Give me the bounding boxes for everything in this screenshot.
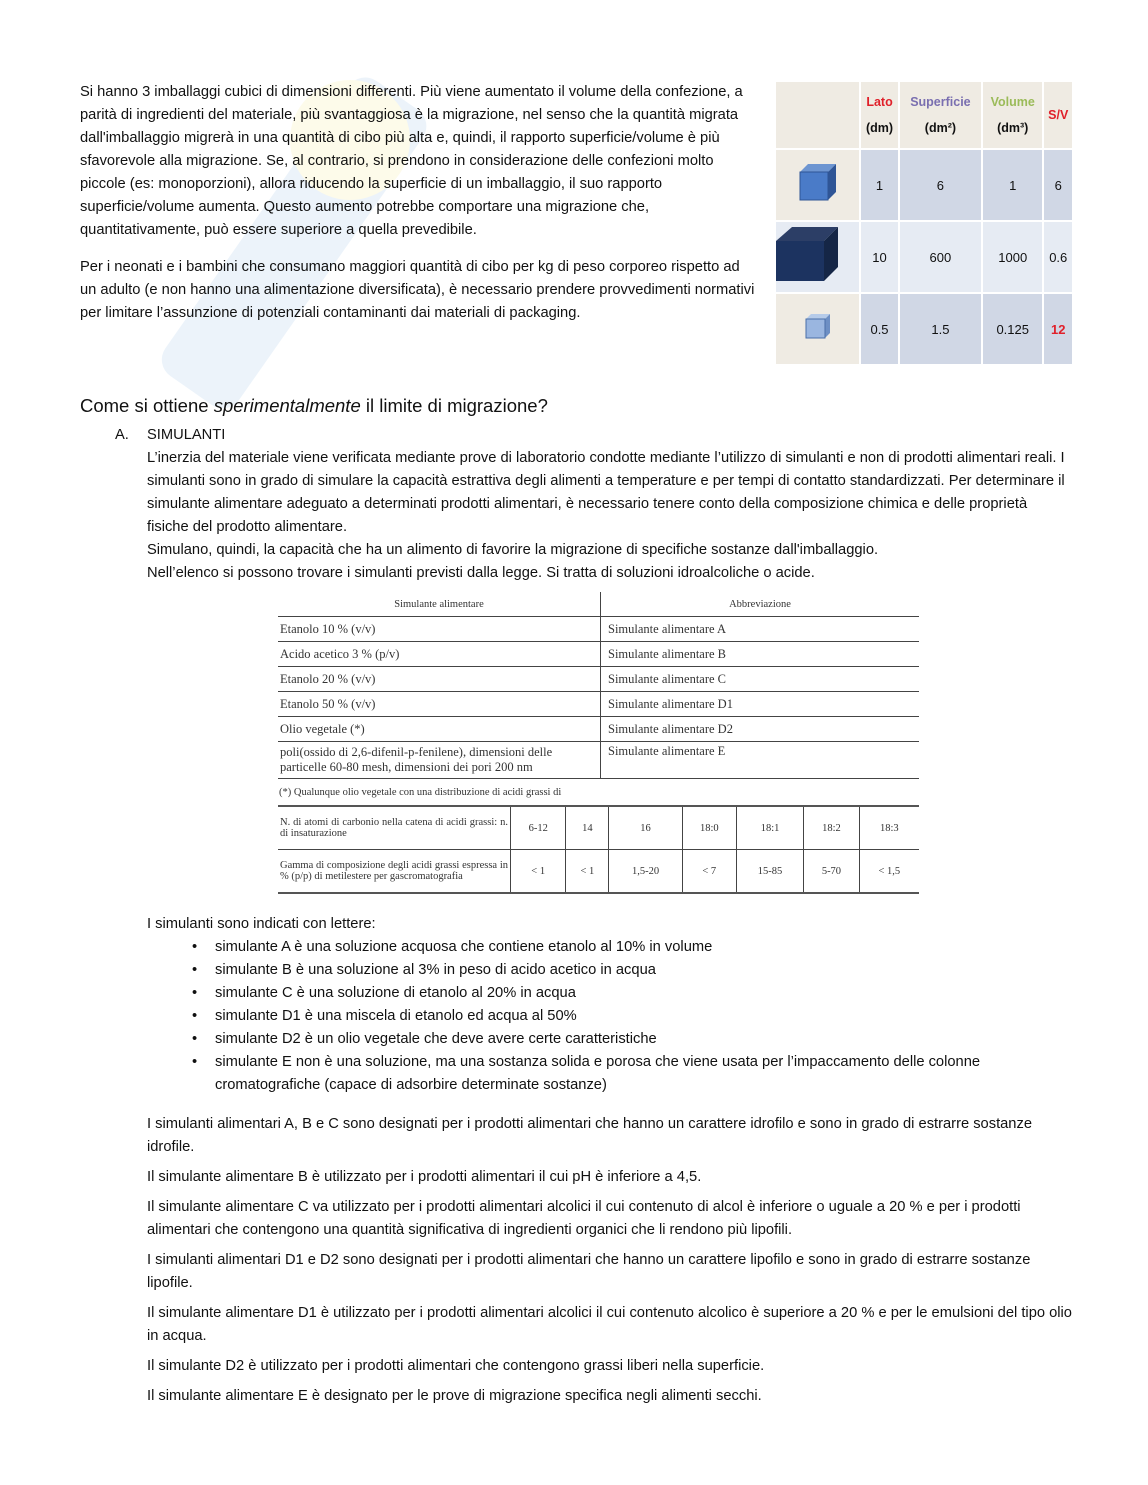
paragraph: Simulano, quindi, la capacità che ha un alimento di favorire la migrazione di specifiche sostanze dall'imballaggio. — [147, 542, 879, 558]
list-item: • simulante D1 è una miscela di etanolo ed acqua al 50% — [192, 1005, 1072, 1028]
rule-paragraph: I simulanti alimentari A, B e C sono designati per i prodotti alimentari che hanno un carattere idrofilo e sono in grado di estrarre sostanze idrofile. — [147, 1116, 1032, 1155]
rule-paragraph: Il simulante D2 è utilizzato per i prodotti alimentari che contengono grassi liberi nella superficie. — [147, 1358, 765, 1374]
cell: 18:1 — [736, 806, 803, 850]
table-row — [278, 642, 919, 667]
table-row — [278, 692, 919, 717]
cell: 6 — [899, 149, 982, 221]
medium-cube-icon — [775, 149, 860, 221]
bullet-icon: • — [192, 1031, 198, 1047]
bullet-icon: • — [192, 1054, 198, 1070]
cell: Etanolo 50 % (v/v) — [278, 692, 601, 717]
cell: Simulante alimentare B — [601, 642, 920, 667]
cell: 600 — [899, 221, 982, 293]
table-row — [278, 667, 919, 692]
paragraph: Nell’elenco si possono trovare i simulanti previsti dalla legge. Si tratta di soluzioni idroalcoliche o acide. — [147, 565, 815, 581]
cell: Simulante alimentare D1 — [601, 692, 920, 717]
rule-paragraph: Il simulante alimentare D1 è utilizzato per i prodotti alimentari alcolici il cui contenuto alcolico è superiore a 20 % e per le emulsioni del tipo olio in acqua. — [147, 1305, 1072, 1344]
cell: 14 — [566, 806, 609, 850]
list-item: • simulante D2 è un olio vegetale che deve avere certe caratteristiche — [192, 1028, 1072, 1051]
header-lato: Lato (dm) — [860, 81, 899, 149]
highlighted-cell: 12 — [1043, 293, 1073, 365]
table-note: (*) Qualunque olio vegetale con una distribuzione di acidi grassi di — [279, 787, 562, 798]
table-row — [278, 617, 919, 642]
fatty-acid-table — [278, 805, 919, 894]
cell: 18:2 — [804, 806, 859, 850]
header-volume: Volume (dm³) — [982, 81, 1044, 149]
cell: 18:0 — [682, 806, 736, 850]
column-header: Simulante alimentare — [278, 592, 601, 617]
cell: 16 — [609, 806, 682, 850]
rule-paragraph: Il simulante alimentare C va utilizzato per i prodotti alimentari alcolici il cui contenuto di alcol è inferiore o uguale a 20 % e per i prodotti alimentari che contengono una quantità significativa di ingredienti organici che li rendono più lipofili. — [147, 1199, 1021, 1238]
cell: 18:3 — [859, 806, 919, 850]
row-label: N. di atomi di carbonio nella catena di acidi grassi: n. di insaturazione — [278, 806, 511, 850]
simulant-rules — [147, 1113, 1077, 1415]
cell: 15-85 — [736, 850, 803, 894]
rule-paragraph: Il simulante alimentare B è utilizzato per i prodotti alimentari il cui pH è inferiore a 4,5. — [147, 1169, 702, 1185]
small-cube-icon — [775, 293, 860, 365]
bullet-icon: • — [192, 962, 198, 978]
paragraph: L’inerzia del materiale viene verificata mediante prove di laboratorio condotte mediante l’utilizzo di simulanti e non di prodotti alimentari reali. I simulanti sono in grado di simulare la capacità estrattiva degli alimenti a temperature e per tempi di contatto standardizzati. Per determinare il simulante alimentare adeguato a determinati prodotti alimentari, è necessario tenere conto della composizione chimica e delle proprietà fisiche del prodotto alimentare. — [147, 450, 1065, 535]
cell: < 1 — [566, 850, 609, 894]
cell: 1 — [860, 149, 899, 221]
table-row — [278, 717, 919, 742]
large-cube-icon — [775, 221, 860, 293]
header-sv: S/V — [1043, 81, 1073, 149]
cell: 10 — [860, 221, 899, 293]
intro-paragraph: Si hanno 3 imballaggi cubici di dimensioni differenti. Più viene aumentato il volume della confezione, a parità di ingredienti del materiale, più svantaggiosa è la migrazione, nel senso che la quantità migrata dall'imballaggio migrerà in una quantità di cibo più alta e, quindi, il rapporto superficie/volume è più sfavorevole alla migrazione. Se, al contrario, si prendono in considerazione delle confezioni molto piccole (es: monoporzioni), allora riducendo la superficie di un imballaggio, il suo rapporto superficie/volume aumenta. Questo aumento potrebbe comportare una migrazione che, quantitativamente, può essere superiore a quella prevedibile. — [80, 84, 743, 238]
simulants-list — [147, 913, 1072, 1097]
section-a-title: A. SIMULANTI — [115, 427, 226, 443]
cell: Olio vegetale (*) — [278, 717, 601, 742]
list-item: • simulante B è una soluzione al 3% in peso di acido acetico in acqua — [192, 959, 1072, 982]
cell: Acido acetico 3 % (p/v) — [278, 642, 601, 667]
cell: Etanolo 20 % (v/v) — [278, 667, 601, 692]
cell: Simulante alimentare A — [601, 617, 920, 642]
cube-comparison-table — [774, 80, 1074, 366]
intro-paragraph: Per i neonati e i bambini che consumano maggiori quantità di cibo per kg di peso corporeo rispetto ad un adulto (e non hanno una alimentazione diversificata), è necessario prendere provvedimenti normativi per limitare l’assunzione di potenziali contaminanti dai materiali di packaging. — [80, 259, 755, 321]
section-heading: Come si ottiene sperimentalmente il limite di migrazione? — [80, 395, 548, 416]
table-row — [775, 221, 1073, 293]
cell: < 7 — [682, 850, 736, 894]
cell: 0.125 — [982, 293, 1044, 365]
cell: Simulante alimentare C — [601, 667, 920, 692]
empty-header — [775, 81, 860, 149]
column-header: Abbreviazione — [601, 592, 920, 617]
cell: < 1,5 — [859, 850, 919, 894]
cell: 6 — [1043, 149, 1073, 221]
header-superficie: Superficie (dm²) — [899, 81, 982, 149]
cell: 0.6 — [1043, 221, 1073, 293]
cell: Simulante alimentare D2 — [601, 717, 920, 742]
list-item: • simulante E non è una soluzione, ma una sostanza solida e porosa che viene usata per l’impaccamento delle colonne cromatografiche (capace di adsorbire determinate sostanze) — [192, 1051, 1072, 1097]
list-intro: I simulanti sono indicati con lettere: — [147, 916, 376, 932]
bullet-icon: • — [192, 939, 198, 955]
table-row — [278, 742, 919, 779]
list-item: • simulante A è una soluzione acquosa che contiene etanolo al 10% in volume — [192, 936, 1072, 959]
cell: Etanolo 10 % (v/v) — [278, 617, 601, 642]
cell: < 1 — [511, 850, 566, 894]
rule-paragraph: I simulanti alimentari D1 e D2 sono designati per i prodotti alimentari che hanno un carattere lipofilo e sono in grado di estrarre sostanze lipofile. — [147, 1252, 1031, 1291]
intro-text — [80, 81, 760, 325]
list-item: • simulante C è una soluzione di etanolo al 20% in acqua — [192, 982, 1072, 1005]
cell: 6-12 — [511, 806, 566, 850]
cell: 1000 — [982, 221, 1044, 293]
bullet-icon: • — [192, 985, 198, 1001]
cell: 1,5-20 — [609, 850, 682, 894]
bullet-icon: • — [192, 1008, 198, 1024]
cell: 0.5 — [860, 293, 899, 365]
table-row — [775, 293, 1073, 365]
cell: poli(ossido di 2,6-difenil-p-fenilene), dimensioni delle particelle 60-80 mesh, dimensioni dei pori 200 nm — [278, 742, 601, 779]
rule-paragraph: Il simulante alimentare E è designato per le prove di migrazione specifica negli alimenti secchi. — [147, 1388, 762, 1404]
cell: Simulante alimentare E — [601, 742, 920, 779]
cell: 5-70 — [804, 850, 859, 894]
table-row — [775, 149, 1073, 221]
simulants-text — [147, 447, 1067, 585]
row-label: Gamma di composizione degli acidi grassi espressa in % (p/p) di metilestere per gascromatografia — [280, 860, 508, 882]
cell: 1.5 — [899, 293, 982, 365]
simulants-table — [278, 592, 919, 894]
cell: 1 — [982, 149, 1044, 221]
